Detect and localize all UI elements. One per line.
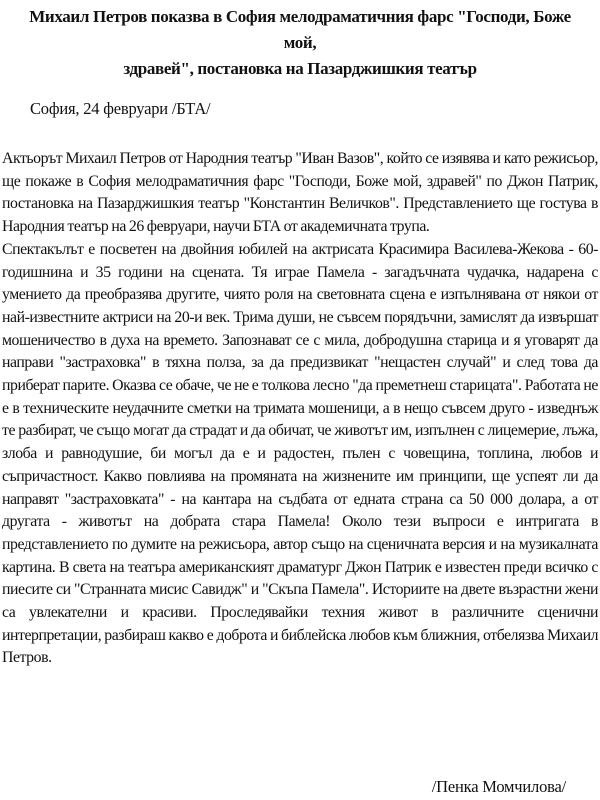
- dateline: София, 24 февруари /БТА/: [30, 99, 211, 118]
- author-byline: /Пенка Момчилова/: [431, 777, 566, 796]
- paragraph-1: Актьорът Михаил Петров от Народния театър "Иван Вазов", който се изявява и като режисьор, ще покаже в София мелодраматичния фарс "Господи, Боже мой, здравей" по Джон Патрик, постановка на Пазарджишкия театър "Константин Величков". Представлението ще гостува в Народния театър на 26 февруари, научи БТА от академичната трупа.: [2, 150, 598, 236]
- article-headline: [20, 4, 580, 82]
- paragraph-2: Спектакълът е посветен на двойния юбилей на актрисата Красимира Василева-Жекова - 60-годишнина и 35 години на сцената. Тя играе Памела - загадъчната чудачка, надарена с умението да преобразява другите, чиято роля на световната сцена е изпълнявана от някои от най-известните актриси на 20-и век. Трима души, не съвсем порядъчни, замислят да извършат мошеничество в духа на времето. Запознават се с мила, добродушна старица и я уговарят да направи "застраховка" в тяхна полза, за да предизвикат "нещастен случай" и след това да приберат парите. Оказва се обаче, че не е толкова лесно "да преметнеш старицата". Работата не е в техническите неудачните сметки на тримата мошеници, а в нещо съвсем друго - изведнъж те разбират, че също могат да страдат и да обичат, че животът им, изпълнен с лицемерие, лъжа, злоба и равнодушие, би могъл да е и радостен, пълен с човещина, топлина, любов и съпричастност. Какво повлиява на промяната на жизнените им принципи, ще успеят ли да направят "застраховката" - на кантара на съдбата от едната страна са 50 000 долара, а от другата - животът на добрата стара Памела! Около тези въпроси е интригата в представлението по думите на режисьора, автор също на сценичната версия и на музикалната картина. В света на театъра американският драматург Джон Патрик е известен преди всичко с пиесите си "Странната мисис Савидж" и "Скъпа Памела". Историите на двете възрастни жени са увлекателни и красиви. Проследявайки техния живот в различните сценични интерпретации, разбираш какво е доброта и библейска любов към ближния, отбелязва Михаил Петров.: [2, 240, 598, 667]
- headline-line-2: здравей", постановка на Пазарджишкия театър: [123, 59, 477, 78]
- article-body: [2, 148, 598, 670]
- headline-line-1: Михаил Петров показва в София мелодраматичния фарс "Господи, Боже мой,: [29, 7, 571, 52]
